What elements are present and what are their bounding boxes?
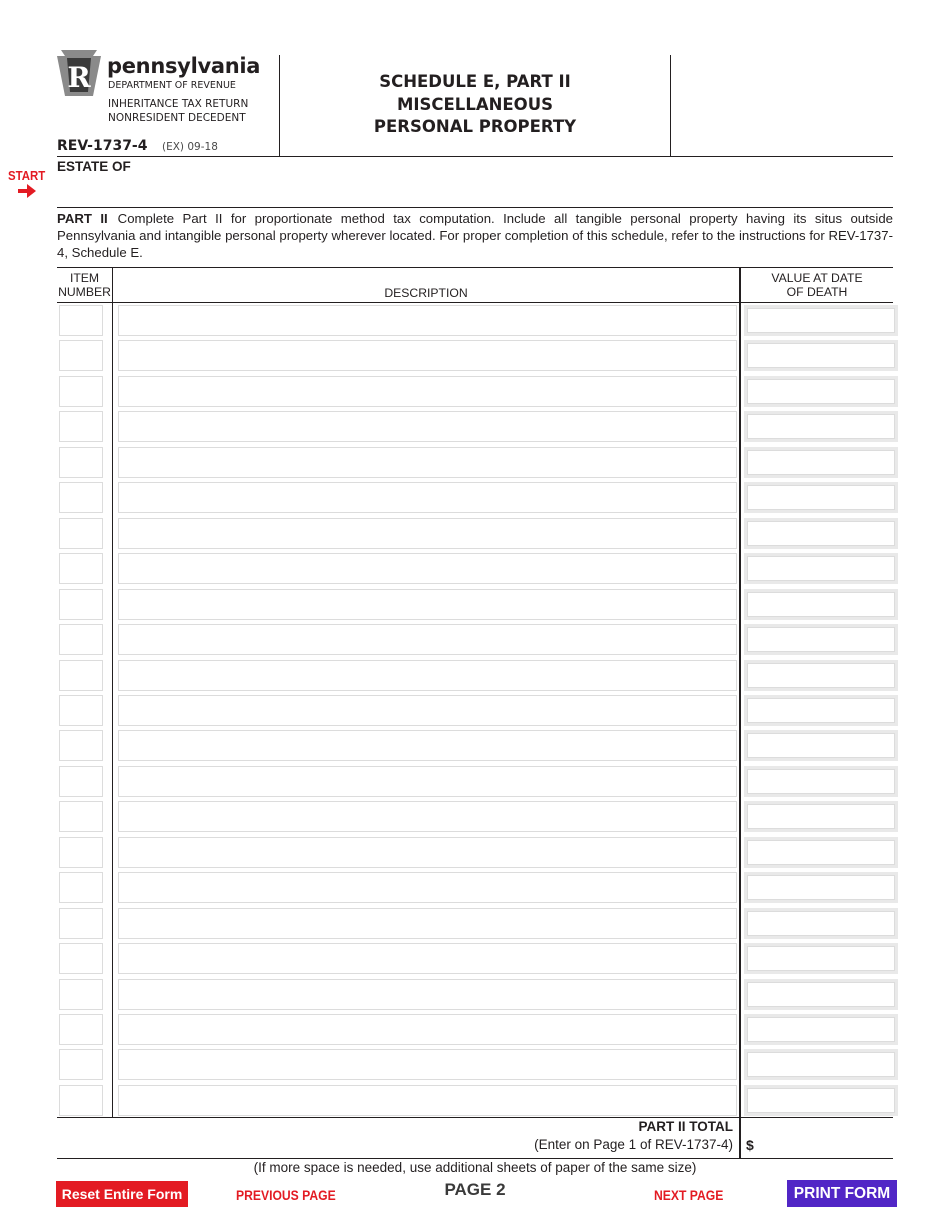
table-row	[57, 693, 900, 729]
value-input[interactable]	[747, 733, 895, 758]
description-input[interactable]	[118, 943, 737, 974]
value-field-frame	[744, 660, 898, 691]
previous-page-link[interactable]: PREVIOUS PAGE	[236, 1188, 336, 1203]
value-input[interactable]	[747, 946, 895, 971]
value-input[interactable]	[747, 627, 895, 652]
table-row	[57, 835, 900, 871]
table-row	[57, 799, 900, 835]
value-field-frame	[744, 589, 898, 620]
value-input[interactable]	[747, 556, 895, 581]
description-input[interactable]	[118, 730, 737, 761]
description-input[interactable]	[118, 482, 737, 513]
item-number-input[interactable]	[59, 801, 103, 832]
item-number-input[interactable]	[59, 695, 103, 726]
form-number: REV-1737-4	[57, 138, 148, 154]
state-name: pennsylvania	[107, 54, 261, 78]
table-row	[57, 941, 900, 977]
column-header-value-l1: VALUE AT DATE	[771, 271, 863, 285]
description-input[interactable]	[118, 1085, 737, 1116]
item-number-input[interactable]	[59, 482, 103, 513]
value-input[interactable]	[747, 592, 895, 617]
description-input[interactable]	[118, 801, 737, 832]
form-revision: (EX) 09-18	[162, 141, 218, 153]
department-name: DEPARTMENT OF REVENUE	[108, 80, 236, 91]
value-field-frame	[744, 801, 898, 832]
item-number-input[interactable]	[59, 730, 103, 761]
item-number-input[interactable]	[59, 1085, 103, 1116]
value-input[interactable]	[747, 308, 895, 333]
keystone-logo-icon	[57, 50, 101, 96]
value-field-frame	[744, 1049, 898, 1080]
return-type-line2: NONRESIDENT DECEDENT	[108, 112, 246, 124]
item-number-input[interactable]	[59, 340, 103, 371]
value-field-frame	[744, 837, 898, 868]
arrow-right-icon	[18, 184, 36, 198]
item-number-input[interactable]	[59, 1049, 103, 1080]
print-form-button[interactable]: PRINT FORM	[787, 1180, 897, 1207]
table-row	[57, 551, 900, 587]
description-input[interactable]	[118, 872, 737, 903]
value-field-frame	[744, 872, 898, 903]
description-input[interactable]	[118, 376, 737, 407]
value-field-frame	[744, 1085, 898, 1116]
item-number-input[interactable]	[59, 447, 103, 478]
reset-form-button[interactable]: Reset Entire Form	[56, 1181, 188, 1207]
table-row	[57, 303, 900, 339]
part-total-label: PART II TOTAL	[638, 1119, 733, 1134]
item-number-input[interactable]	[59, 305, 103, 336]
value-input[interactable]	[747, 379, 895, 404]
column-header-item-l2: NUMBER	[58, 285, 111, 299]
next-page-link[interactable]: NEXT PAGE	[654, 1188, 724, 1203]
total-rule	[57, 1158, 893, 1159]
part-text: Complete Part II for proportionate method tax computation. Include all tangible personal property having its situs outside Pennsylvania and intangible personal property wherever located. For proper completion of this schedule, refer to the instructions for REV-1737-4, Schedule E.	[57, 211, 893, 260]
part-rule	[57, 207, 893, 208]
value-field-frame	[744, 908, 898, 939]
value-field-frame	[744, 447, 898, 478]
value-input[interactable]	[747, 982, 895, 1007]
page-title	[280, 71, 670, 139]
title-line3: PERSONAL PROPERTY	[373, 117, 577, 136]
header-rule	[57, 156, 893, 157]
header-divider-right	[670, 55, 671, 157]
value-field-frame	[744, 979, 898, 1010]
value-field-frame	[744, 376, 898, 407]
item-number-input[interactable]	[59, 766, 103, 797]
column-header-value	[741, 271, 893, 299]
value-input[interactable]	[747, 804, 895, 829]
start-marker: START	[8, 168, 46, 183]
table-row	[57, 728, 900, 764]
table-row	[57, 516, 900, 552]
description-input[interactable]	[118, 837, 737, 868]
column-header-description: DESCRIPTION	[384, 286, 468, 300]
value-field-frame	[744, 624, 898, 655]
description-input[interactable]	[118, 1049, 737, 1080]
table-row	[57, 445, 900, 481]
table-row	[57, 1083, 900, 1119]
value-input[interactable]	[747, 698, 895, 723]
value-input[interactable]	[747, 663, 895, 688]
item-number-input[interactable]	[59, 553, 103, 584]
description-input[interactable]	[118, 979, 737, 1010]
table-row	[57, 374, 900, 410]
value-field-frame	[744, 482, 898, 513]
description-input[interactable]	[118, 411, 737, 442]
table-row	[57, 977, 900, 1013]
title-line2: MISCELLANEOUS	[396, 94, 553, 114]
item-number-input[interactable]	[59, 589, 103, 620]
table-row	[57, 480, 900, 516]
value-input[interactable]	[747, 840, 895, 865]
title-line1: SCHEDULE E, PART II	[379, 72, 571, 91]
value-input[interactable]	[747, 1088, 895, 1113]
item-number-input[interactable]	[59, 943, 103, 974]
item-number-input[interactable]	[59, 411, 103, 442]
table-row	[57, 764, 900, 800]
value-input[interactable]	[747, 485, 895, 510]
description-input[interactable]	[118, 553, 737, 584]
value-field-frame	[744, 943, 898, 974]
column-header-value-l2: OF DEATH	[786, 285, 848, 299]
value-input[interactable]	[747, 911, 895, 936]
value-field-frame	[744, 695, 898, 726]
total-currency-symbol: $	[746, 1137, 754, 1153]
value-field-frame	[744, 1014, 898, 1045]
more-space-note: (If more space is needed, use additional sheets of paper of the same size)	[253, 1160, 697, 1175]
column-header-item-l1: ITEM	[69, 271, 100, 285]
value-input[interactable]	[747, 1052, 895, 1077]
value-input[interactable]	[747, 875, 895, 900]
value-field-frame	[744, 518, 898, 549]
table-row	[57, 870, 900, 906]
item-number-input[interactable]	[59, 660, 103, 691]
description-input[interactable]	[118, 305, 737, 336]
value-field-frame	[744, 305, 898, 336]
part-instructions	[57, 210, 893, 261]
column-header-item-number	[57, 271, 112, 299]
description-input[interactable]	[118, 518, 737, 549]
value-input[interactable]	[747, 450, 895, 475]
item-number-input[interactable]	[59, 518, 103, 549]
description-input[interactable]	[118, 624, 737, 655]
item-number-input[interactable]	[59, 624, 103, 655]
table-row	[57, 338, 900, 374]
item-number-input[interactable]	[59, 376, 103, 407]
description-input[interactable]	[118, 1014, 737, 1045]
part-total-note: (Enter on Page 1 of REV-1737-4)	[534, 1137, 733, 1152]
value-input[interactable]	[747, 343, 895, 368]
value-input[interactable]	[747, 769, 895, 794]
table-row	[57, 587, 900, 623]
item-number-input[interactable]	[59, 979, 103, 1010]
table-row	[57, 906, 900, 942]
value-input[interactable]	[747, 1017, 895, 1042]
table-row	[57, 1047, 900, 1083]
value-field-frame	[744, 730, 898, 761]
page-number: PAGE 2	[444, 1180, 506, 1199]
estate-of-label: ESTATE OF	[57, 159, 131, 174]
description-input[interactable]	[118, 908, 737, 939]
item-number-input[interactable]	[59, 872, 103, 903]
item-number-input[interactable]	[59, 1014, 103, 1045]
description-input[interactable]	[118, 660, 737, 691]
logo-letter: R	[67, 61, 91, 94]
value-input[interactable]	[747, 414, 895, 439]
item-number-input[interactable]	[59, 837, 103, 868]
value-field-frame	[744, 553, 898, 584]
description-input[interactable]	[118, 447, 737, 478]
part-label: PART II	[57, 211, 108, 226]
value-input[interactable]	[747, 521, 895, 546]
description-input[interactable]	[118, 695, 737, 726]
description-input[interactable]	[118, 589, 737, 620]
table-row	[57, 409, 900, 445]
return-type-line1: INHERITANCE TAX RETURN	[108, 98, 249, 110]
description-input[interactable]	[118, 340, 737, 371]
table-top-rule	[57, 267, 893, 268]
table-row	[57, 1012, 900, 1048]
value-field-frame	[744, 766, 898, 797]
table-row	[57, 622, 900, 658]
value-field-frame	[744, 411, 898, 442]
item-number-input[interactable]	[59, 908, 103, 939]
table-row	[57, 658, 900, 694]
value-field-frame	[744, 340, 898, 371]
description-input[interactable]	[118, 766, 737, 797]
